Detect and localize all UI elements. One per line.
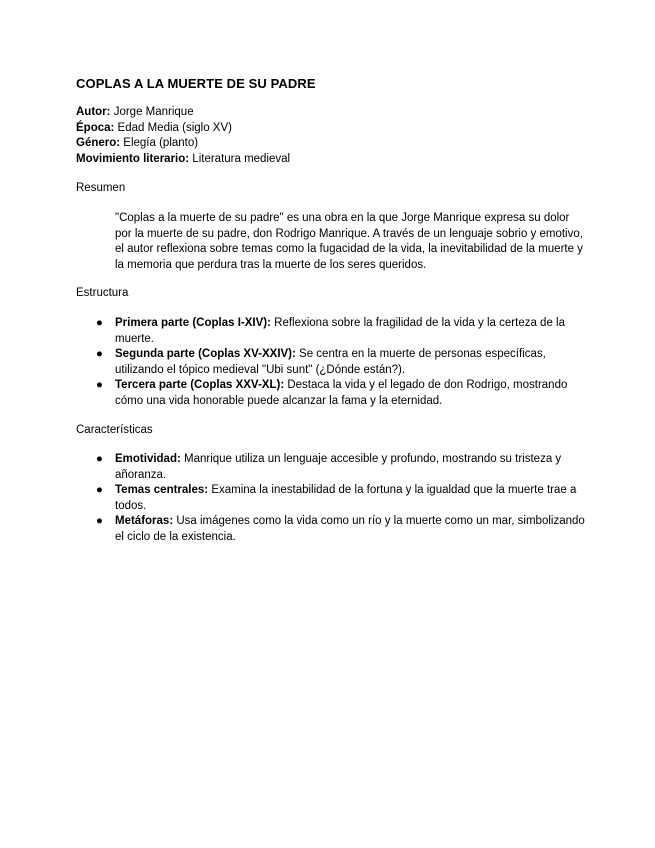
summary-paragraph: "Coplas a la muerte de su padre" es una obra en la que Jorge Manrique expresa su dolor por la muerte de su padre, don Rodrigo Manrique. A través de un lenguaje sobrio y emotivo, el autor reflexiona sobre temas como la fugacidad de la vida, la inevitabilidad de la muerte y la memoria que perdura tras la muerte de los seres queridos. (115, 211, 583, 271)
list-item-text: Reflexiona sobre la fragilidad de la vida y la certeza de la muerte. (115, 316, 565, 345)
meta-movement-label: Movimiento literario: (76, 152, 190, 165)
list-item-label: Metáforas: (115, 515, 174, 528)
list-item-text: Se centra en la muerte de personas específicas, utilizando el tópico medieval "Ubi sunt" (¿Dónde están?). (115, 348, 546, 376)
meta-author-label: Autor: (76, 106, 111, 118)
bullet-icon: ● (96, 515, 103, 528)
estructura-list (76, 316, 585, 410)
list-item (96, 378, 585, 409)
bullet-icon: ● (96, 453, 103, 466)
list-item (96, 347, 585, 378)
list-item-label: Tercera parte (Coplas XXV-XL): (115, 379, 285, 392)
bullet-icon: ● (96, 348, 103, 361)
document-title: COPLAS A LA MUERTE DE SU PADRE (76, 76, 316, 91)
list-item (96, 452, 585, 483)
meta-era-label: Época: (76, 121, 115, 134)
section-heading-resumen: Resumen (76, 182, 126, 195)
meta-author (76, 105, 579, 121)
bullet-icon: ● (96, 379, 103, 392)
list-item-text: Manrique utiliza un lenguaje accesible y profundo, mostrando su tristeza y añoranza. (115, 453, 562, 481)
metadata-block (76, 105, 579, 167)
caracteristicas-list (76, 452, 585, 546)
list-item-label: Segunda parte (Coplas XV-XXIV): (115, 348, 296, 361)
meta-movement-value: Literatura medieval (189, 152, 291, 165)
list-item (96, 483, 585, 514)
meta-era (76, 121, 579, 137)
meta-movement (76, 152, 579, 168)
list-item-label: Primera parte (Coplas I-XIV): (115, 316, 271, 329)
section-heading-caracteristicas: Características (76, 423, 153, 436)
meta-genre-value: Elegía (planto) (120, 137, 199, 150)
list-item-text: Destaca la vida y el legado de don Rodrigo, mostrando cómo una vida honorable puede alcanzar la fama y la eternidad. (115, 379, 568, 407)
meta-author-value: Jorge Manrique (110, 106, 194, 118)
meta-genre (76, 136, 579, 152)
bullet-icon: ● (96, 316, 103, 329)
list-item-text: Usa imágenes como la vida como un río y la muerte como un mar, simbolizando el ciclo de la existencia. (115, 515, 585, 544)
meta-genre-label: Género: (76, 137, 121, 150)
bullet-icon: ● (96, 484, 103, 497)
list-item-label: Temas centrales: (115, 484, 209, 497)
list-item-label: Emotividad: (115, 453, 181, 466)
meta-era-value: Edad Media (siglo XV) (114, 121, 232, 134)
section-heading-estructura: Estructura (76, 287, 129, 300)
list-item (96, 514, 585, 545)
list-item (96, 316, 585, 347)
list-item-text: Examina la inestabilidad de la fortuna y la igualdad que la muerte trae a todos. (115, 484, 577, 512)
document-body (76, 76, 585, 546)
